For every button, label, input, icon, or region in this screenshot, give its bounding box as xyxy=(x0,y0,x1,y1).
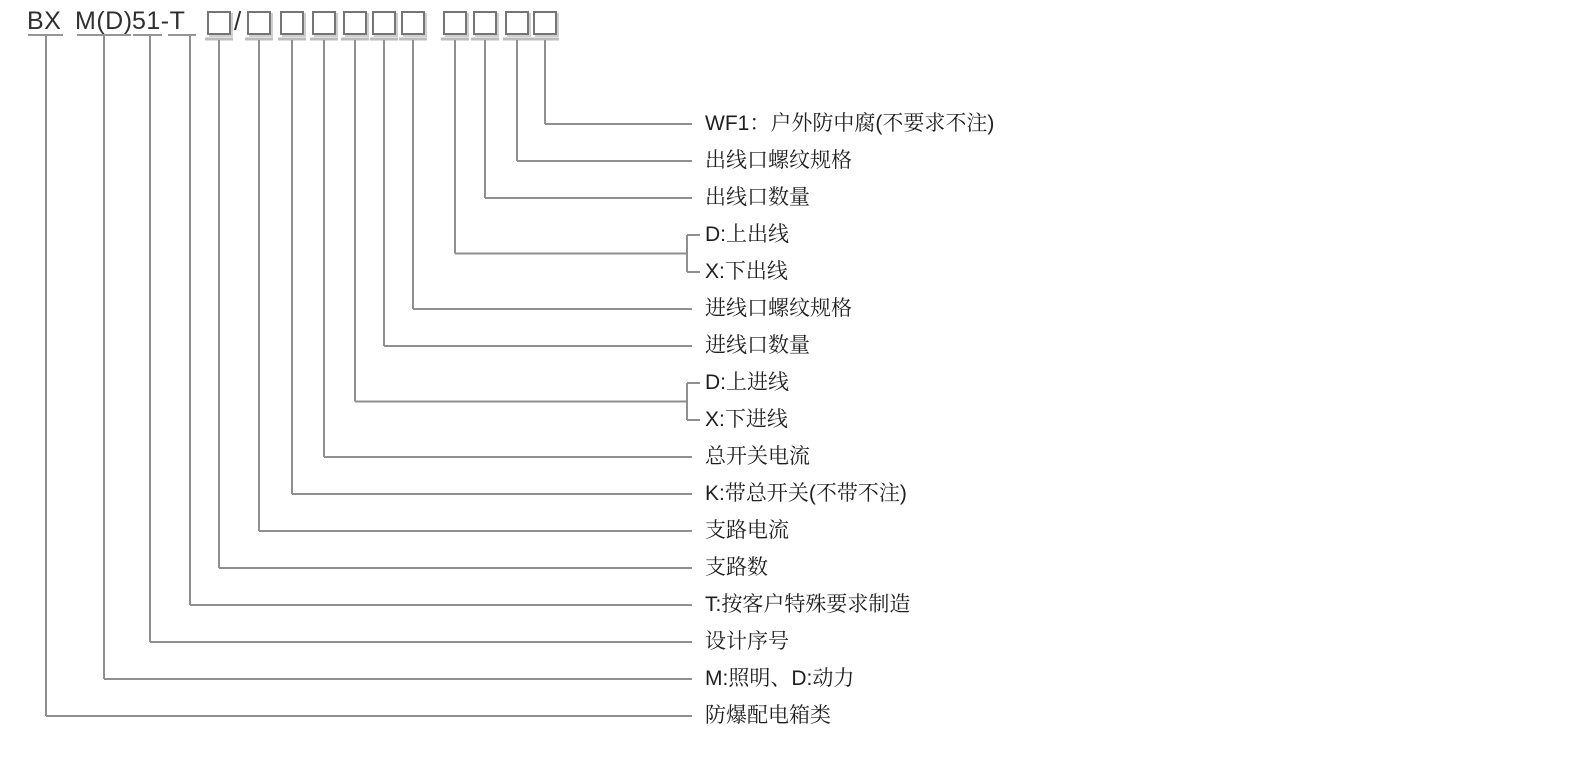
label-lighting-power: M:照明、D:动力 xyxy=(705,667,855,690)
label-design-serial: 设计序号 xyxy=(705,630,789,653)
label-outlet-count: 出线口数量 xyxy=(705,186,810,209)
label-main-switch: K:带总开关(不带不注) xyxy=(705,482,907,505)
label-branch-current: 支路电流 xyxy=(705,519,789,542)
label-outlet-bottom: X:下出线 xyxy=(705,260,788,283)
code-placeholder-box xyxy=(343,11,367,35)
code-placeholder-box xyxy=(473,11,497,35)
label-inlet-bottom: X:下进线 xyxy=(705,408,788,431)
code-placeholder-box xyxy=(247,11,271,35)
code-placeholder-box xyxy=(312,11,336,35)
label-outlet-thread-spec: 出线口螺纹规格 xyxy=(705,149,852,172)
code-serial: 51-T xyxy=(132,7,186,35)
code-type: M(D) xyxy=(75,7,133,35)
code-placeholder-box xyxy=(401,11,425,35)
label-inlet-thread-spec: 进线口螺纹规格 xyxy=(705,297,852,320)
code-placeholder-box xyxy=(207,11,231,35)
label-category: 防爆配电箱类 xyxy=(705,704,831,727)
label-branch-count: 支路数 xyxy=(705,556,768,579)
code-slash: / xyxy=(234,6,242,36)
label-custom-made: T:按客户特殊要求制造 xyxy=(705,593,911,616)
label-outlet-top: D:上出线 xyxy=(705,223,789,246)
label-inlet-count: 进线口数量 xyxy=(705,334,810,357)
label-inlet-top: D:上进线 xyxy=(705,371,789,394)
code-placeholder-box xyxy=(443,11,467,35)
code-placeholder-box xyxy=(280,11,304,35)
code-placeholder-box xyxy=(533,11,557,35)
code-placeholder-box xyxy=(372,11,396,35)
code-prefix: BX xyxy=(27,7,62,35)
label-main-switch-current: 总开关电流 xyxy=(705,445,810,468)
code-placeholder-box xyxy=(505,11,529,35)
label-wf1: WF1：户外防中腐(不要求不注) xyxy=(705,112,995,135)
